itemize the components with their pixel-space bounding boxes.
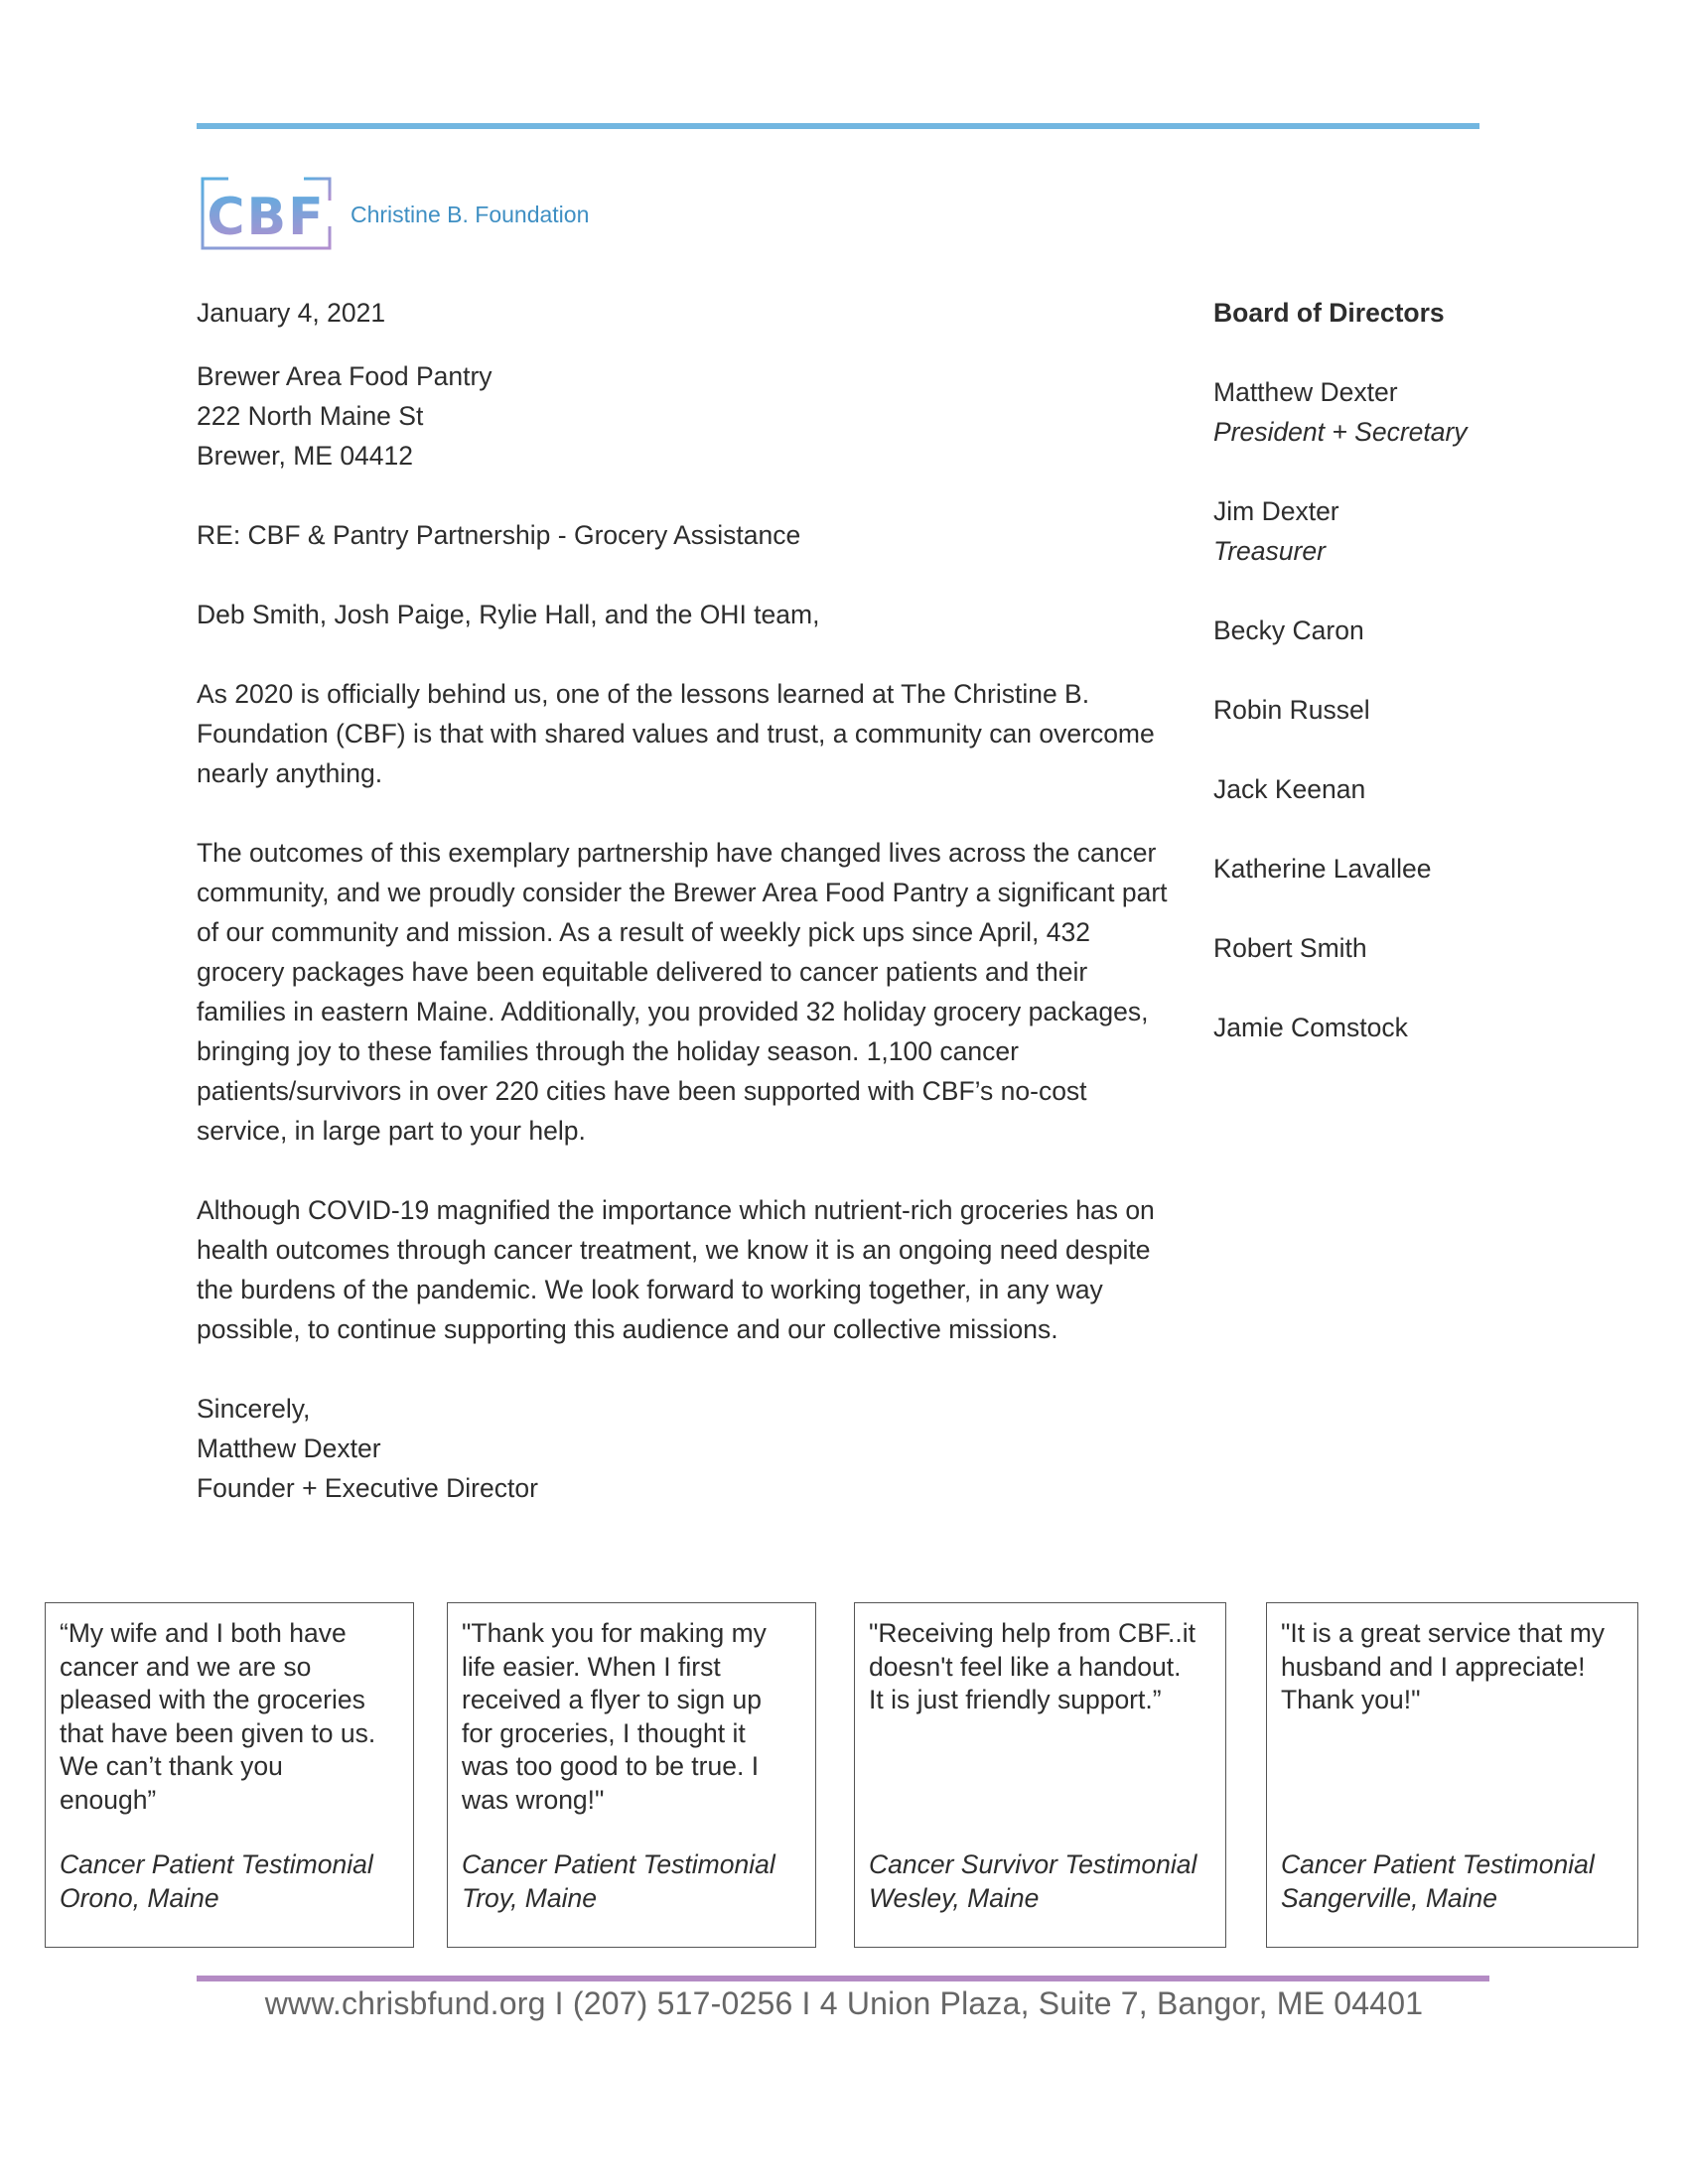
- letter-body: [197, 293, 1180, 1508]
- testimonial-location: Troy, Maine: [462, 1882, 597, 1913]
- testimonial-location: Wesley, Maine: [869, 1882, 1040, 1913]
- quote-line: that have been given to us.: [60, 1717, 376, 1748]
- testimonial-type: Cancer Survivor Testimonial: [869, 1849, 1197, 1879]
- quote-line: was wrong!": [462, 1784, 605, 1815]
- board-member: [1213, 690, 1511, 730]
- testimonial-card: [1266, 1602, 1638, 1948]
- quote-line: “My wife and I both have: [60, 1618, 347, 1648]
- footer-contact: www.chrisbfund.org I (207) 517-0256 I 4 Union Plaza, Suite 7, Bangor, ME 04401: [264, 1985, 1424, 2021]
- board-member-name: Jim Dexter: [1213, 496, 1339, 526]
- board-member: [1213, 491, 1511, 571]
- testimonial-card: [447, 1602, 816, 1948]
- quote-line: It is just friendly support.”: [869, 1685, 1162, 1714]
- board-member: [1213, 849, 1511, 888]
- header-rule: [197, 123, 1479, 129]
- board-member: [1213, 372, 1511, 452]
- quote-line: husband and I appreciate!: [1281, 1651, 1586, 1682]
- board-member-name: Robin Russel: [1213, 695, 1370, 725]
- footer-rule: [197, 1976, 1489, 1981]
- quote-line: was too good to be true. I: [462, 1751, 760, 1781]
- recipient-line: Brewer, ME 04412: [197, 441, 414, 471]
- testimonial-type: Cancer Patient Testimonial: [60, 1849, 373, 1879]
- testimonial-type: Cancer Patient Testimonial: [462, 1849, 775, 1879]
- board-member: [1213, 928, 1511, 968]
- letter-date: January 4, 2021: [197, 298, 386, 328]
- letter-paragraph: The outcomes of this exemplary partnership have changed lives across the cancer community, and we proudly consider the Brewer Area Food Pantry a significant part of our community and mission. As a result of weekly pick ups since April, 432 grocery packages have been equitable delivered to cancer patients and their families in eastern Maine. Additionally, you provided 32 holiday grocery packages, bringing joy to these families through the holiday season. 1,100 cancer patients/survivors in over 220 cities have been supported with CBF’s no-cost service, in large part to your help.: [197, 838, 1168, 1146]
- board-member: [1213, 1008, 1511, 1047]
- testimonial-attribution: [1281, 1848, 1595, 1915]
- quote-line: "Thank you for making my: [462, 1618, 767, 1648]
- testimonial-quote: [869, 1617, 1211, 1836]
- logo-org-name: Christine B. Foundation: [351, 202, 590, 227]
- letter-salutation: Deb Smith, Josh Paige, Rylie Hall, and the OHI team,: [197, 600, 820, 629]
- board-member: [1213, 611, 1511, 650]
- cbf-logo: [201, 177, 332, 250]
- recipient-line: Brewer Area Food Pantry: [197, 361, 492, 391]
- board-member-role: President + Secretary: [1213, 417, 1468, 447]
- testimonial-location: Orono, Maine: [60, 1882, 219, 1913]
- quote-line: "It is a great service that my: [1281, 1618, 1606, 1648]
- quote-line: Thank you!": [1281, 1685, 1421, 1714]
- logo-mark: CBF: [207, 188, 326, 247]
- testimonial-attribution: [60, 1848, 373, 1915]
- quote-line: "Receiving help from CBF..it: [869, 1618, 1196, 1648]
- board-member-name: Becky Caron: [1213, 615, 1364, 645]
- letter-paragraph: Although COVID-19 magnified the importance which nutrient-rich groceries has on health outcomes through cancer treatment, we know it is an ongoing need despite the burdens of the pandemic. We look forward to working together, in any way possible, to continue supporting this audience and our collective missions.: [197, 1195, 1155, 1344]
- testimonial-quote: [462, 1617, 801, 1836]
- letter-paragraph: As 2020 is officially behind us, one of the lessons learned at The Christine B. Foundation (CBF) is that with shared values and trust, a community can overcome nearly anything.: [197, 679, 1155, 788]
- board-member-name: Robert Smith: [1213, 933, 1367, 963]
- recipient-line: 222 North Maine St: [197, 401, 424, 431]
- testimonial-quote: [1281, 1617, 1623, 1836]
- letter-subject: RE: CBF & Pantry Partnership - Grocery Assistance: [197, 520, 801, 550]
- board-member-name: Jamie Comstock: [1213, 1013, 1408, 1042]
- board-member-name: Katherine Lavallee: [1213, 854, 1432, 884]
- signer-title: Founder + Executive Director: [197, 1473, 538, 1503]
- quote-line: We can’t thank you: [60, 1751, 283, 1781]
- testimonial-card: [45, 1602, 414, 1948]
- board-member-role: Treasurer: [1213, 536, 1326, 566]
- testimonial-location: Sangerville, Maine: [1281, 1882, 1498, 1913]
- testimonials-row: [45, 1602, 1643, 1950]
- testimonial-attribution: [869, 1848, 1196, 1915]
- testimonial-card: [854, 1602, 1226, 1948]
- signer-name: Matthew Dexter: [197, 1433, 381, 1463]
- quote-line: for groceries, I thought it: [462, 1717, 746, 1748]
- testimonial-attribution: [462, 1848, 775, 1915]
- quote-line: enough”: [60, 1784, 157, 1815]
- board-of-directors: [1213, 293, 1511, 1087]
- letter-closing: Sincerely,: [197, 1394, 311, 1424]
- quote-line: received a flyer to sign up: [462, 1685, 762, 1714]
- testimonial-type: Cancer Patient Testimonial: [1281, 1849, 1595, 1879]
- quote-line: pleased with the groceries: [60, 1685, 365, 1714]
- quote-line: doesn't feel like a handout.: [869, 1651, 1182, 1682]
- quote-line: life easier. When I first: [462, 1651, 721, 1682]
- board-member-name: Matthew Dexter: [1213, 377, 1398, 407]
- board-title: Board of Directors: [1213, 298, 1445, 328]
- board-member: [1213, 769, 1511, 809]
- quote-line: cancer and we are so: [60, 1651, 312, 1682]
- testimonial-quote: [60, 1617, 399, 1836]
- board-member-name: Jack Keenan: [1213, 774, 1366, 804]
